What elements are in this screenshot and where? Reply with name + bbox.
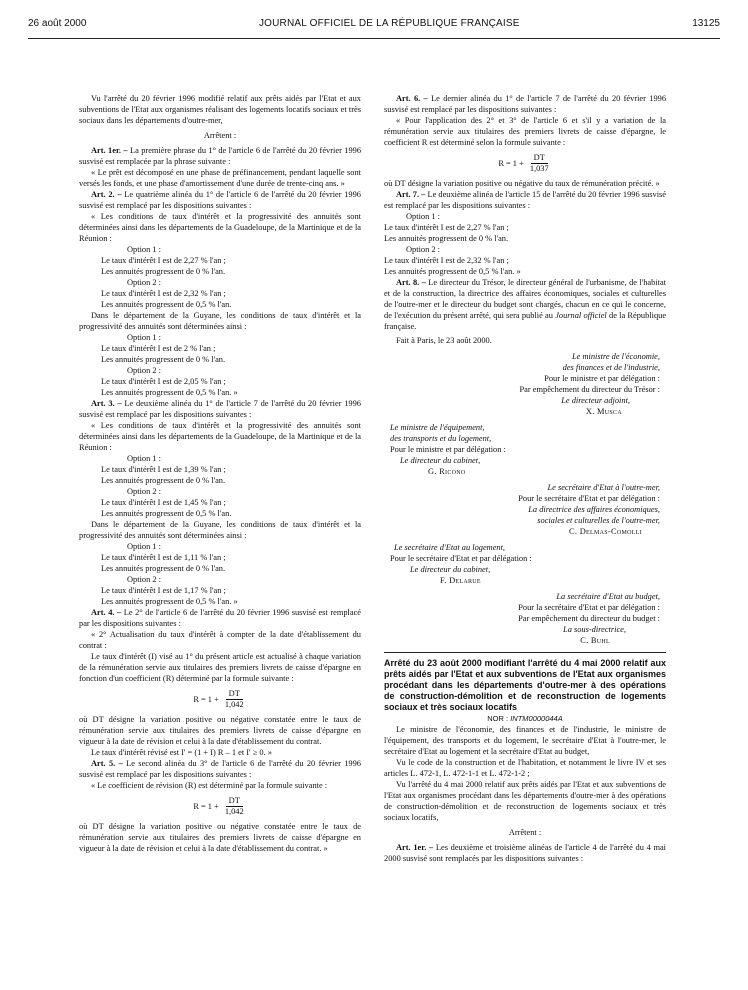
- quote: Le taux d'intérêt (I) visé au 1° du présent article est actualisé à chaque variation de la rémunération servie aux titulaires des premiers livrets de caisse d'épargne en fonction d'un coefficient (R) déterminé par la formule suivante :: [79, 652, 361, 683]
- article-lead: Art. 2. –: [91, 190, 122, 199]
- article-text: Le deuxième alinéa de l'article 15 de l'arrêté du 20 février 1996 susvisé est remplacé par les dispositions suivantes :: [384, 190, 666, 210]
- arrete-title: Arrêté du 23 août 2000 modifiant l'arrêté du 4 mai 2000 relatif aux prêts aidés par l'Etat et aux subventions de l'Etat aux organismes procédant dans les départements d'outre-mer à des opérations de construction-démolition et de reconstruction de logements sociaux et très sociaux locatifs: [384, 658, 666, 712]
- formula: [79, 793, 361, 819]
- paragraph: où DT désigne la variation positive ou négative constatée entre le taux de rémunération servie aux titulaires des premiers livrets de caisse d'épargne en vigueur à la date de révision et celui à la date d'établissement du contrat. »: [79, 822, 361, 853]
- article-lead: Art. 7. –: [396, 190, 426, 199]
- formula-lhs: R = 1 +: [498, 158, 524, 168]
- article-lead: Art. 6. –: [396, 94, 428, 103]
- paragraph: Dans le département de la Guyane, les conditions de taux d'intérêt et la progressivité des annuités sont déterminées ainsi :: [79, 520, 361, 540]
- paragraph: Vu l'arrêté du 4 mai 2000 relatif aux prêts aidés par l'Etat et aux subventions de l'Etat aux organismes procédant dans les départements d'outre-mer à des opérations de construction-démolition et de reconstruction de logements sociaux et très sociaux locatifs,: [384, 780, 666, 822]
- signature-block-budget: [384, 591, 666, 646]
- signature-block-equipement: [384, 422, 666, 477]
- formula-lhs: R = 1 +: [193, 801, 219, 811]
- article-8: [384, 277, 666, 332]
- page-header: [28, 18, 720, 39]
- option-label: Option 1 :: [127, 245, 161, 254]
- option-line: Le taux d'intérêt I est de 2,27 % l'an ;: [384, 223, 509, 232]
- article-4: [79, 607, 361, 629]
- formula-numerator: DT: [226, 796, 243, 807]
- formula-lhs: R = 1 +: [193, 694, 219, 704]
- paragraph: Vu l'arrêté du 20 février 1996 modifié relatif aux prêts aidés par l'Etat et aux subventions de l'Etat aux organismes réalisant des logements locatifs sociaux et très sociaux dans les départements d'outre-mer,: [79, 94, 361, 125]
- signature-line: Le secrétaire d'Etat à l'outre-mer,: [547, 483, 660, 492]
- signatory-name: F. Delarue: [440, 576, 481, 585]
- signature-line: Pour la secrétaire d'Etat et par délégation :: [518, 603, 660, 612]
- signature-line: Par empêchement du directeur du budget :: [518, 614, 660, 623]
- option-line: Les annuités progressent de 0,5 % l'an. »: [384, 267, 521, 276]
- quote: « 2° Actualisation du taux d'intérêt à compter de la date d'établissement du contrat :: [79, 630, 361, 650]
- option-line: Le taux d'intérêt I est de 1,17 % l'an ;: [101, 586, 226, 595]
- paragraph: Vu le code de la construction et de l'habitation, et notamment le livre IV et ses articles L. 472-1, L. 472-1-1 et L. 472-1-2 ;: [384, 758, 666, 778]
- nor-label: NOR :: [487, 714, 509, 723]
- signature-line: Le directeur adjoint,: [561, 396, 630, 405]
- option-line: Les annuités progressent de 0,5 % l'an. »: [101, 388, 238, 397]
- signatory-name: X. Musca: [585, 407, 622, 416]
- header-page-number: 13125: [692, 18, 720, 29]
- option-label: Option 1 :: [127, 454, 161, 463]
- option-line: Le taux d'intérêt I est de 2,32 % l'an ;: [101, 289, 226, 298]
- article-text: Le second alinéa du 3° de l'article 6 de l'arrêté du 20 février 1996 susvisé est remplacé par les dispositions suivantes :: [79, 759, 361, 779]
- arretent: Arrêtent :: [508, 828, 542, 837]
- quote: « Pour l'application des 2° et 3° de l'article 6 et s'il y a variation de la rémunération servie aux titulaires des premiers livrets de caisse d'épargne, le coefficient R est déterminé selon la formule suivante :: [384, 116, 666, 147]
- article-lead: Art. 4. –: [91, 608, 122, 617]
- signature-line: Le directeur du cabinet,: [400, 456, 481, 465]
- option-line: Le taux d'intérêt I est de 1,45 % l'an ;: [101, 498, 226, 507]
- signature-line: sociales et culturelles de l'outre-mer,: [537, 516, 660, 525]
- option-line: Les annuités progressent de 0 % l'an.: [101, 267, 226, 276]
- signature-line: Pour le ministre et par délégation :: [390, 445, 506, 454]
- article-lead: Art. 1er. –: [396, 843, 434, 852]
- formula-denominator: 1,042: [224, 806, 244, 816]
- article-1: [384, 842, 666, 864]
- formula-denominator: 1,042: [224, 699, 244, 709]
- article-3: [79, 398, 361, 420]
- formula-numerator: DT: [226, 689, 243, 700]
- formula: [79, 686, 361, 712]
- section-divider: [384, 652, 666, 653]
- option-line: Les annuités progressent de 0 % l'an.: [384, 234, 509, 243]
- paragraph: Le ministre de l'économie, des finances et de l'industrie, le ministre de l'équipement, des transports et du logement, le secrétaire d'Etat à l'outre-mer, le secrétaire d'Etat au logement et la secrétaire d'Etat au budget,: [384, 725, 666, 756]
- article-text: Le 2° de l'article 6 de l'arrêté du 20 février 1996 susvisé est remplacé par les dispositions suivantes :: [79, 608, 362, 628]
- option-label: Option 2 :: [127, 575, 161, 584]
- formula-denominator: 1,037: [529, 163, 549, 173]
- option-label: Option 1 :: [127, 333, 161, 342]
- article-text: Le deuxième alinéa du 1° de l'article 7 de l'arrêté du 20 février 1996 susvisé est remplacé par les dispositions suivantes :: [79, 399, 361, 419]
- signature-line: Le secrétaire d'Etat au logement,: [394, 543, 506, 552]
- option-label: Option 2 :: [127, 278, 161, 287]
- formula-fraction: [222, 689, 247, 710]
- option-label: Option 2 :: [127, 366, 161, 375]
- signature-line: Le ministre de l'économie,: [571, 352, 660, 361]
- article-lead: Art. 8. –: [396, 278, 426, 287]
- option-line: Les annuités progressent de 0 % l'an.: [101, 564, 226, 573]
- formula-numerator: DT: [531, 153, 548, 164]
- quote: « Le coefficient de révision (R) est déterminé par la formule suivante :: [91, 781, 328, 790]
- option-line: Le taux d'intérêt I est de 2,32 % l'an ;: [384, 256, 509, 265]
- option-line: Les annuités progressent de 0,5 % l'an.: [101, 300, 232, 309]
- option-line: Le taux d'intérêt I est de 1,39 % l'an ;: [101, 465, 226, 474]
- article-lead: Art. 1er. –: [91, 146, 128, 155]
- quote: « Les conditions de taux d'intérêt et la progressivité des annuités sont déterminées ainsi dans les départements de la Guadeloupe, de la Martinique et de la Réunion :: [79, 421, 361, 452]
- signature-line: Pour le ministre et par délégation :: [544, 374, 660, 383]
- article-text: Le dernier alinéa du 1° de l'article 7 de l'arrêté du 20 février 1996 susvisé est remplacé par les dispositions suivantes :: [384, 94, 667, 114]
- paragraph: où DT désigne la variation positive ou négative constatée entre le taux de rémunération servie aux titulaires des premiers livrets de caisse d'épargne en vigueur à la date de révision et celui à la date d'établissement du contrat.: [79, 715, 361, 746]
- article-2: [79, 189, 361, 211]
- signature-line: Pour le secrétaire d'Etat et par délégation :: [390, 554, 532, 563]
- nor-code: INTM0000044A: [510, 714, 563, 723]
- article-lead: Art. 3. –: [91, 399, 122, 408]
- signature-line: Par empêchement du directeur du Trésor :: [519, 385, 660, 394]
- article-text: Les deuxième et troisième alinéas de l'article 4 de l'arrêté du 4 mai 2000 susvisé sont remplacés par les dispositions suivantes :: [384, 843, 667, 863]
- header-date: 26 août 2000: [28, 18, 87, 29]
- paragraph: Dans le département de la Guyane, les conditions de taux d'intérêt et la progressivité des annuités sont déterminées ainsi :: [79, 311, 361, 331]
- article-5: [79, 758, 361, 780]
- option-line: Les annuités progressent de 0 % l'an.: [101, 355, 226, 364]
- article-text: Le directeur du Trésor, le directeur général de l'urbanisme, de l'habitat et de la construction, la directrice des affaires économiques, sociales et culturelles de l'outre-mer et le directeur du budget sont chargés, chacun en ce qui le concerne, de l'exécution du présent arrêté, qui sera publié au: [384, 278, 666, 320]
- signature-line: Le ministre de l'équipement,: [390, 423, 485, 432]
- formula-fraction: [527, 153, 552, 174]
- option-label: Option 1 :: [127, 542, 161, 551]
- quote: « Le prêt est décomposé en une phase de préfinancement, pendant laquelle sont versés les fonds, et une phase d'amortissement d'une durée de trente-cinq ans. »: [79, 168, 361, 188]
- signature-line: La sous-directrice,: [563, 625, 626, 634]
- option-label: Option 1 :: [406, 212, 440, 221]
- signature-block-logement: [384, 542, 666, 586]
- article-text: de la République française.: [384, 311, 667, 331]
- quote: « Les conditions de taux d'intérêt et la progressivité des annuités sont déterminées ainsi dans les départements de la Guadeloupe, de la Martinique et de la Réunion :: [79, 212, 361, 243]
- left-column: [79, 93, 361, 854]
- signature-block-outre-mer: [384, 482, 666, 537]
- signatory-name: C. Buhl: [580, 636, 610, 645]
- option-line: Le taux d'intérêt I est de 2,27 % l'an ;: [101, 256, 226, 265]
- article-lead: Art. 5. –: [91, 759, 123, 768]
- option-line: Le taux d'intérêt I est de 1,11 % l'an ;: [101, 553, 226, 562]
- signature-line: Pour le secrétaire d'Etat et par délégation :: [518, 494, 660, 503]
- signature-line: La secrétaire d'Etat au budget,: [556, 592, 660, 601]
- option-line: Les annuités progressent de 0,5 % l'an.: [101, 509, 232, 518]
- paragraph: où DT désigne la variation positive ou négative du taux de rémunération précité. »: [384, 179, 660, 188]
- article-text: Le quatrième alinéa du 1° de l'article 6 de l'arrêté du 20 février 1996 susvisé est remplacé par les dispositions suivantes :: [79, 190, 361, 210]
- formula-fraction: [222, 796, 247, 817]
- arretent: Arrêtent :: [203, 131, 237, 140]
- article-7: [384, 189, 666, 211]
- option-label: Option 2 :: [127, 487, 161, 496]
- signature-block-economie: [384, 351, 666, 417]
- paragraph: Le taux d'intérêt révisé est I' = (1 + I) R – 1 et I' ≥ 0. »: [91, 748, 272, 757]
- option-line: Le taux d'intérêt I est de 2,05 % l'an ;: [101, 377, 226, 386]
- signature-line: des transports et du logement,: [390, 434, 492, 443]
- right-column: [384, 93, 666, 864]
- signature-line: La directrice des affaires économiques,: [528, 505, 660, 514]
- article-text: La première phrase du 1° de l'article 6 de l'arrêté du 20 février 1996 susvisé est remplacée par la phrase suivante :: [79, 146, 362, 166]
- journal-officiel-ref: Journal officiel: [555, 311, 607, 320]
- header-title: JOURNAL OFFICIEL DE LA RÉPUBLIQUE FRANÇAISE: [258, 18, 520, 29]
- signatory-name: C. Delmas-Comolli: [569, 527, 642, 536]
- option-line: Le taux d'intérêt I est de 2 % l'an ;: [101, 344, 216, 353]
- signatory-name: G. Ricono: [428, 467, 466, 476]
- nor-reference: [384, 713, 666, 724]
- option-label: Option 2 :: [406, 245, 440, 254]
- article-1: [79, 145, 361, 167]
- fait-a-paris: Fait à Paris, le 23 août 2000.: [396, 336, 492, 345]
- formula: [384, 150, 666, 176]
- article-6: [384, 93, 666, 115]
- option-line: Les annuités progressent de 0,5 % l'an. »: [101, 597, 238, 606]
- signature-line: Le directeur du cabinet,: [410, 565, 491, 574]
- signature-line: des finances et de l'industrie,: [562, 363, 660, 372]
- option-line: Les annuités progressent de 0 % l'an.: [101, 476, 226, 485]
